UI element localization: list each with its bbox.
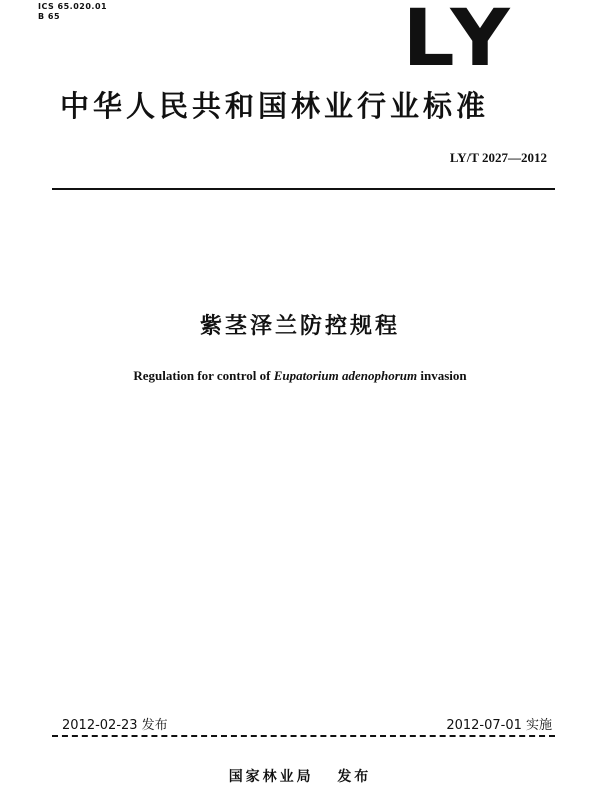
organization-title: 中华人民共和国林业行业标准 <box>60 89 490 123</box>
title-english <box>0 368 600 384</box>
standard-number: LY/T 2027—2012 <box>449 150 547 165</box>
title-english-prefix: Regulation for control of <box>133 368 274 383</box>
implementation-date: 2012-07-01 实施 <box>446 718 552 733</box>
publisher-line <box>0 766 600 786</box>
ics-code: ICS 65.020.01 <box>38 2 108 11</box>
bottom-divider <box>52 735 555 737</box>
ccs-code: B 65 <box>38 12 61 21</box>
title-chinese: 紫茎泽兰防控规程 <box>199 314 400 339</box>
title-english-species: Eupatorium adenophorum <box>273 368 418 383</box>
classification-codes <box>38 2 107 22</box>
publisher-action: 发布 <box>337 769 372 785</box>
issue-date: 2012-02-23 发布 <box>62 718 168 733</box>
publisher-name: 国家林业局 <box>228 769 314 785</box>
title-english-suffix: invasion <box>417 368 467 383</box>
ly-logo: LY <box>402 0 518 84</box>
top-divider <box>52 188 555 190</box>
